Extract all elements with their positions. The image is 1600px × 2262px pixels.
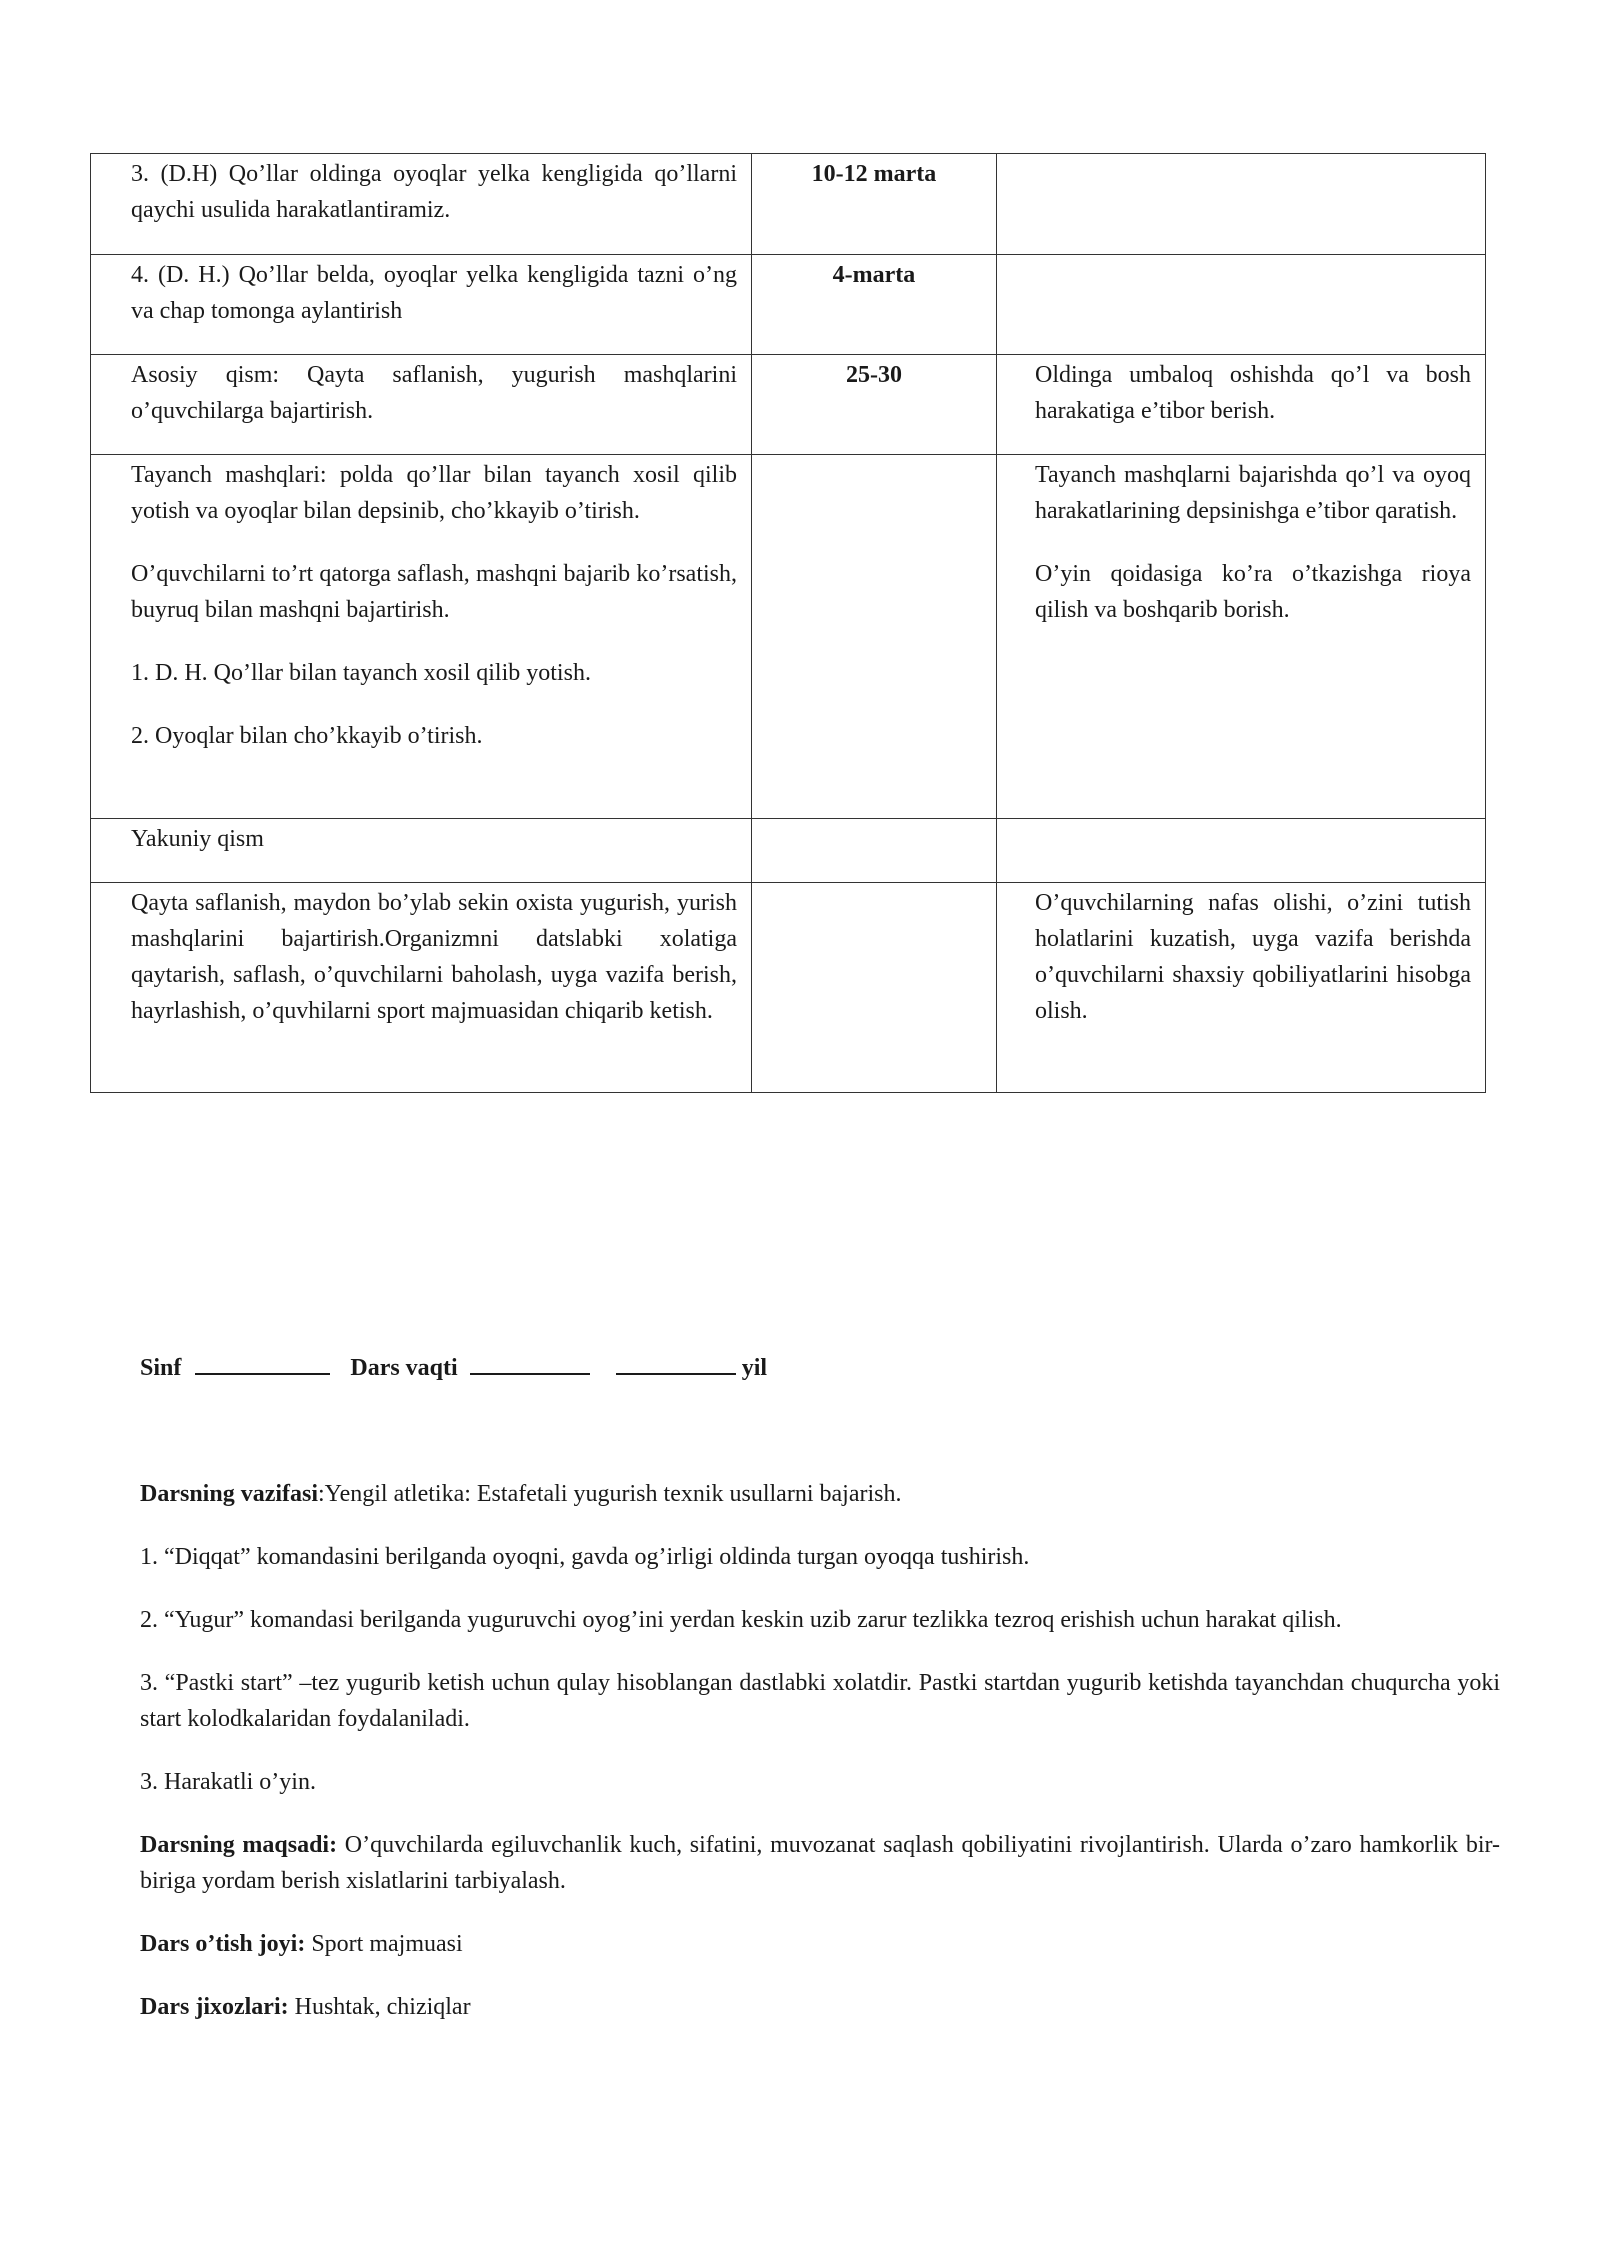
lesson-task (140, 1476, 1500, 1512)
table-row (91, 819, 1486, 883)
dosage-cell: 25-30 (752, 355, 997, 455)
year-label: yil (741, 1355, 768, 1381)
dosage-cell (752, 455, 997, 819)
lesson-equipment-text: Hushtak, chiziqlar (288, 1994, 471, 2020)
lesson-goal-label: Darsning maqsadi: (140, 1832, 338, 1858)
notes-cell: O’quvchilarning nafas olishi, o’zini tutish holatlarini kuzatish, uyga vazifa berishda o’quvchilarni shaxsiy qobiliyatlarini hisobga olish. (997, 883, 1486, 1093)
notes-cell (997, 255, 1486, 355)
exercise-cell: 3. (D.H) Qo’llar oldinga oyoqlar yelka kengligida qo’llarni qaychi usulida harakatlantiramiz. (91, 154, 752, 255)
table-row (91, 455, 1486, 819)
lesson-location-label: Dars o’tish joyi: (140, 1931, 306, 1957)
lesson-equipment-label: Dars jixozlari: (140, 1994, 289, 2020)
dosage-cell (752, 883, 997, 1093)
lesson-goal-text: O’quvchilarda egiluvchanlik kuch, sifatini, muvozanat saqlash qobiliyatini rivojlantirish. Ularda o’zaro hamkorlik bir-biriga yordam berish xislatlarini tarbiyalash. (140, 1832, 1501, 1894)
task-item: 2. “Yugur” komandasi berilganda yuguruvchi oyog’ini yerdan keskin uzib zarur tezlikka tezroq erishish uchun harakat qilish. (140, 1607, 1342, 1633)
lesson-goal (140, 1827, 1500, 1899)
class-blank-line (195, 1351, 330, 1375)
dosage-cell (752, 819, 997, 883)
dosage-cell: 4-marta (752, 255, 997, 355)
notes-cell: Tayanch mashqlarni bajarishda qo’l va oyoq harakatlarining depsinishga e’tibor qaratish. O’yin qoidasiga ko’ra o’tkazishga rioya qilish va boshqarib borish. (997, 455, 1486, 819)
lesson-location-text: Sport majmuasi (305, 1931, 463, 1957)
notes-cell (997, 819, 1486, 883)
table-row (91, 883, 1486, 1093)
exercise-cell: Asosiy qism: Qayta saflanish, yugurish mashqlarini o’quvchilarga bajartirish. (91, 355, 752, 455)
lesson-equipment (140, 1989, 1500, 2025)
lesson-plan-table (90, 153, 1486, 1093)
notes-cell (997, 154, 1486, 255)
notes-cell: Oldinga umbaloq oshishda qo’l va bosh harakatiga e’tibor berish. (997, 355, 1486, 455)
year-blank-line (616, 1351, 736, 1375)
lesson-location (140, 1926, 1500, 1962)
table-row (91, 355, 1486, 455)
task-item: 1. “Diqqat” komandasini berilganda oyoqni, gavda og’irligi oldinda turgan oyoqqa tushirish. (140, 1544, 1030, 1570)
table-row (91, 255, 1486, 355)
lesson-task-text: :Yengil atletika: Estafetali yugurish texnik usullarni bajarish. (318, 1481, 902, 1507)
exercise-cell: Tayanch mashqlari: polda qo’llar bilan tayanch xosil qilib yotish va oyoqlar bilan depsinib, cho’kkayib o’tirish. O’quvchilarni to’rt qatorga saflash, mashqni bajarib ko’rsatish, buyruq bilan mashqni bajartirish. 1. D. H. Qo’llar bilan tayanch xosil qilib yotish. 2. Oyoqlar bilan cho’kkayib o’tirish. (91, 455, 752, 819)
exercise-cell: 4. (D. H.) Qo’llar belda, oyoqlar yelka kengligida tazni o’ng va chap tomonga aylantirish (91, 255, 752, 355)
lesson-time-label: Dars vaqti (350, 1355, 458, 1381)
task-item: 3. “Pastki start” –tez yugurib ketish uchun qulay hisoblangan dastlabki xolatdir. Pastki startdan yugurib ketishda tayanchdan chuqurcha yoki start kolodkalaridan foydalaniladi. (140, 1670, 1500, 1732)
lesson-task-label: Darsning vazifasi (140, 1481, 319, 1507)
class-time-line (140, 1350, 1500, 1386)
class-label: Sinf (140, 1355, 182, 1381)
table-row (91, 154, 1486, 255)
section-title-cell: Yakuniy qism (91, 819, 752, 883)
lesson-info-section (140, 1350, 1500, 2025)
lesson-time-blank-line (470, 1351, 590, 1375)
exercise-cell: Qayta saflanish, maydon bo’ylab sekin oxista yugurish, yurish mashqlarini bajartirish.Organizmni datslabki xolatiga qaytarish, saflash, o’quvchilarni baholash, uyga vazifa berish, hayrlashish, o’quvhilarni sport majmuasidan chiqarib ketish. (91, 883, 752, 1093)
dosage-cell: 10-12 marta (752, 154, 997, 255)
task-item: 3. Harakatli o’yin. (140, 1769, 316, 1795)
